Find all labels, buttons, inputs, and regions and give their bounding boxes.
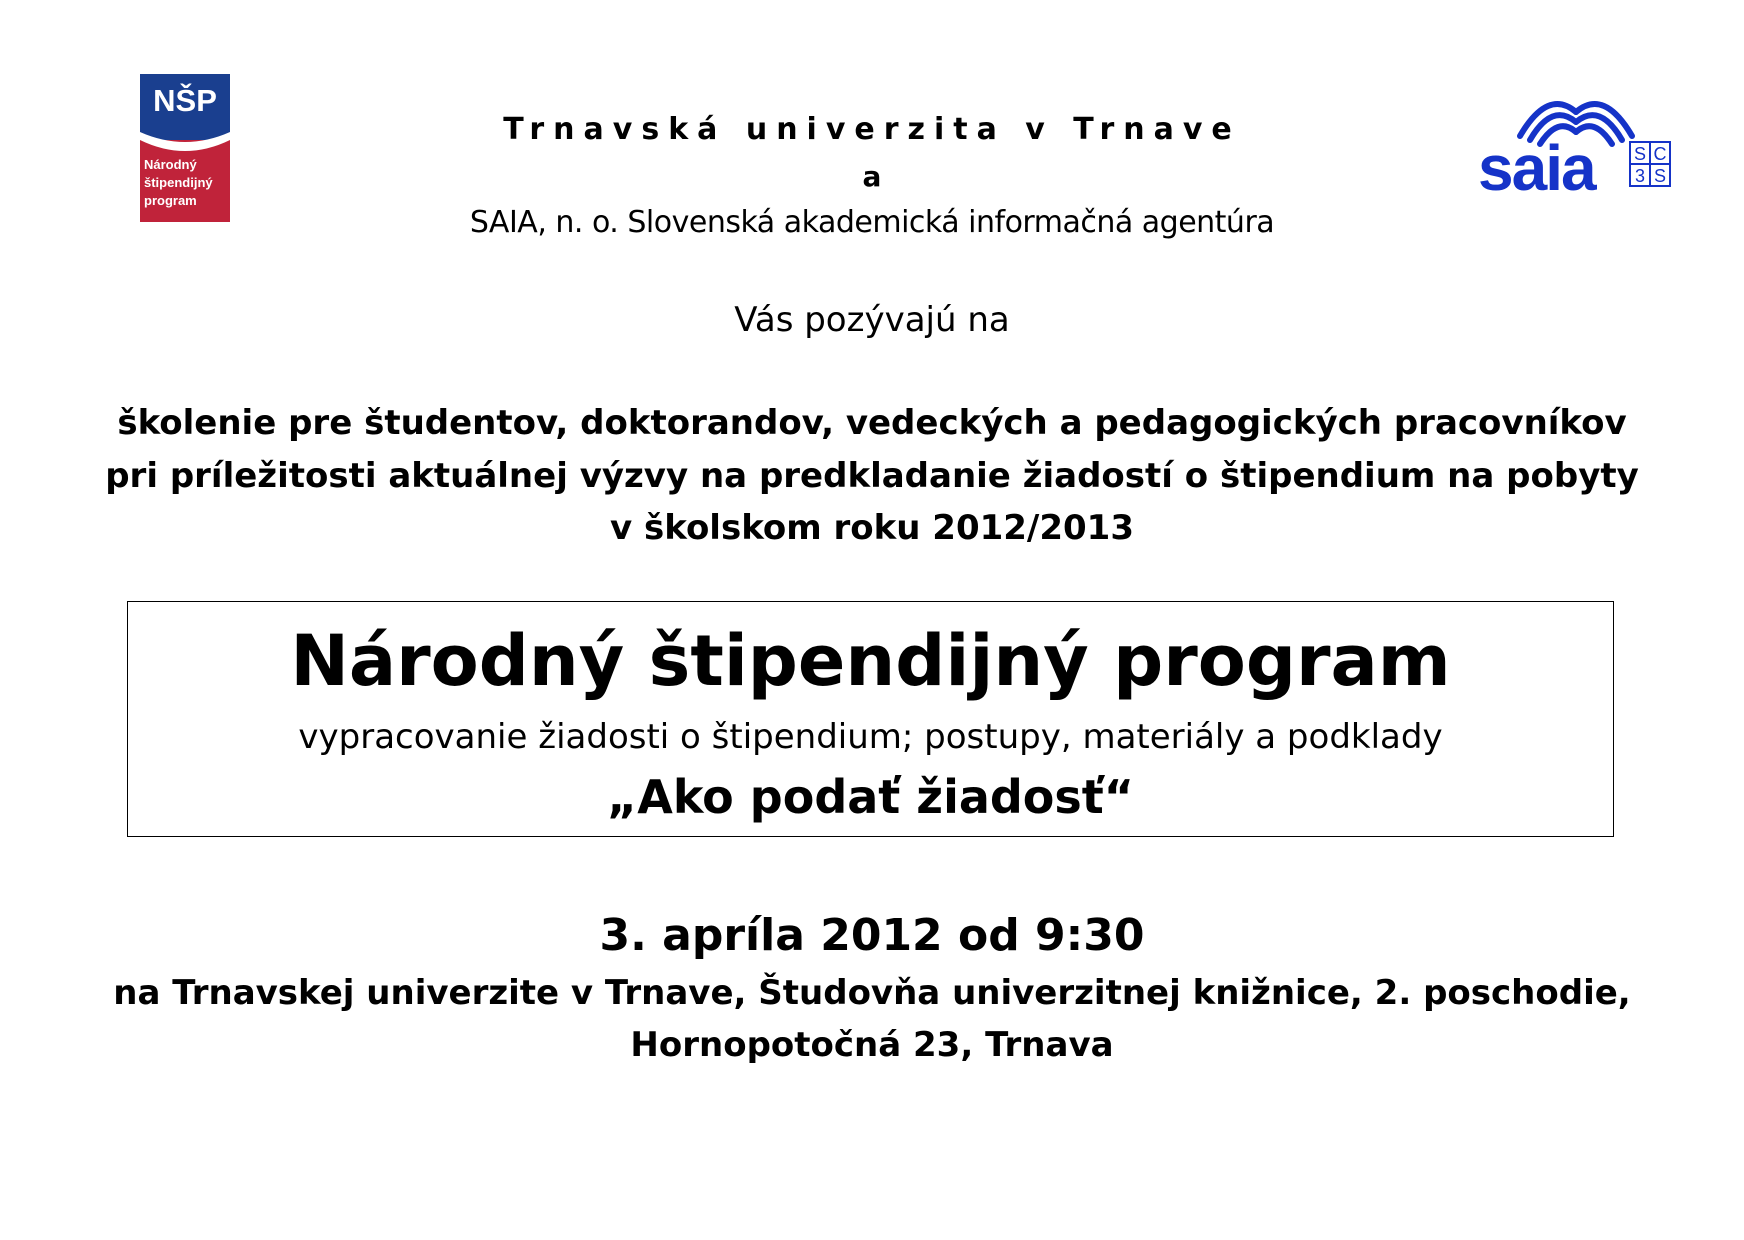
training-line-3: v školskom roku 2012/2013 (610, 508, 1134, 548)
training-line-1: školenie pre študentov, doktorandov, vedeckých a pedagogických pracovníkov (117, 403, 1627, 443)
saia-grid-4: S (1653, 166, 1667, 186)
nsp-logo-line-3: program (144, 193, 197, 208)
conjunction: a (862, 160, 882, 193)
saia-grid-3: 3 (1634, 166, 1646, 186)
venue-line-1: na Trnavskej univerzite v Trnave, Študovňa univerzitnej knižnice, 2. poschodie, (113, 973, 1631, 1013)
nsp-logo-letters: NŠP (153, 83, 217, 118)
program-title: Národný štipendijný program (290, 620, 1451, 702)
nsp-logo (140, 74, 230, 222)
program-subtitle: vypracovanie žiadosti o štipendium; postupy, materiály a podklady (298, 717, 1443, 757)
training-line-2: pri príležitosti aktuálnej výzvy na predkladanie žiadostí o štipendium na pobyty (105, 456, 1639, 496)
saia-grid-2: C (1653, 144, 1667, 164)
invitation-text: Vás pozývajú na (734, 300, 1010, 340)
nsp-logo-line-1: Národný (144, 157, 197, 172)
nsp-logo-graphic (140, 74, 230, 222)
event-date: 3. apríla 2012 od 9:30 (599, 910, 1145, 961)
nsp-logo-line-2: štipendijný (144, 175, 213, 190)
program-motto: „Ako podať žiadosť“ (606, 770, 1135, 824)
saia-logo-word: saia (1478, 132, 1595, 200)
saia-grid-1: S (1633, 144, 1647, 164)
venue-line-2: Hornopotočná 23, Trnava (630, 1025, 1114, 1065)
university-name: Trnavská univerzita v Trnave (503, 112, 1241, 147)
agency-name: SAIA, n. o. Slovenská akademická informačná agentúra (469, 205, 1275, 240)
